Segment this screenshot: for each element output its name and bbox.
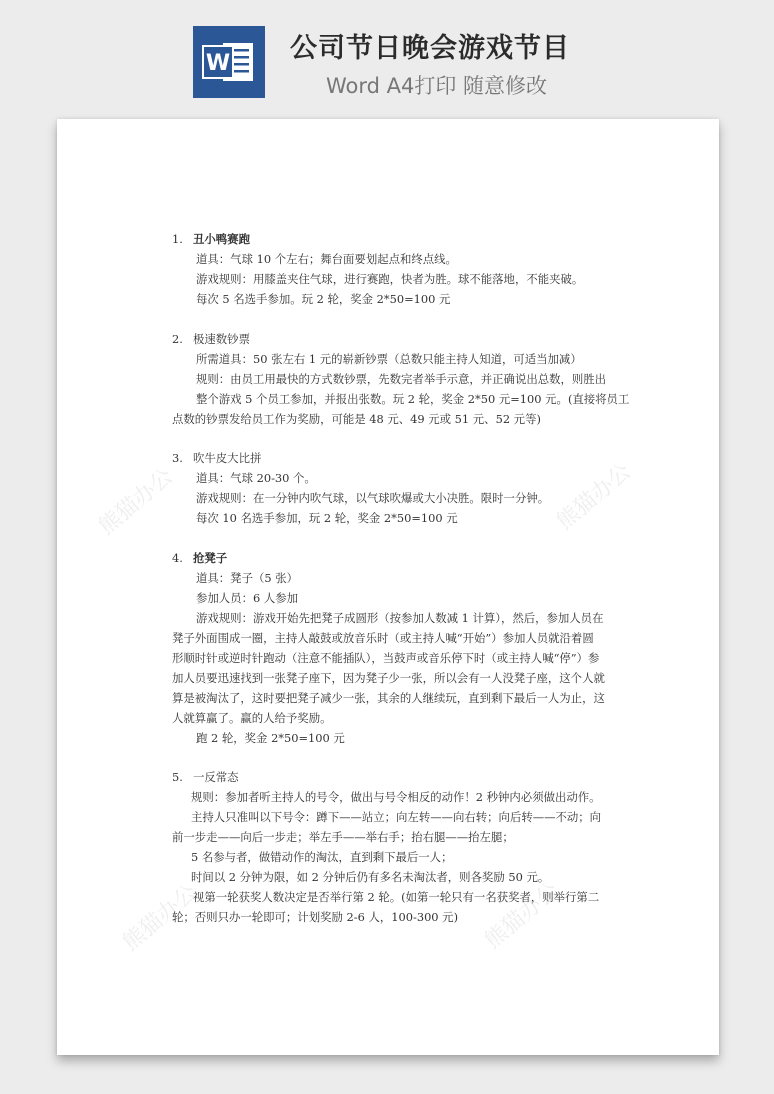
section-line: 整个游戏 5 个员工参加，并报出张数。玩 2 轮，奖金 2*50 元=100 元。(直接将员工 — [196, 391, 630, 406]
game-section — [115, 448, 615, 528]
game-section — [115, 329, 630, 429]
section-title: 极速数钞票 — [193, 331, 250, 346]
section-title: 丑小鸭赛跑 — [193, 232, 250, 246]
watermark: 熊猫办公 — [552, 459, 637, 535]
section-line: 所需道具：50 张左右 1 元的崭新钞票（总数只能主持人知道，可适当加减） — [196, 351, 582, 366]
section-number: 1. — [172, 232, 183, 246]
section-line: 5 名参与者，做错动作的淘汰，直到剩下最后一人； — [191, 850, 453, 864]
section-line: 道具：凳子（5 张） — [196, 570, 298, 585]
section-line: 形顺时针或逆时针跑动（注意不能插队），当鼓声或音乐停下时（或主持人喊“停”）参 — [172, 650, 600, 665]
section-line: 前一步走——向后一步走；举左手——举右手；抬右腿——抬左腿； — [172, 830, 514, 844]
watermark: 熊猫办公 — [94, 464, 179, 540]
section-heading — [115, 448, 615, 468]
section-number: 2. — [172, 331, 183, 346]
word-logo-letter: W — [205, 51, 231, 76]
section-number: 3. — [172, 451, 183, 465]
section-number: 4. — [172, 550, 183, 565]
section-line: 参加人员：6 人参加 — [196, 590, 298, 605]
section-line: 主持人只准叫以下号令：蹲下——站立；向左转——向右转；向后转——不动；向 — [191, 810, 602, 824]
game-section — [115, 767, 615, 927]
page-subtitle: Word A4打印 随意修改 — [326, 74, 548, 98]
section-line: 道具：气球 20-30 个。 — [196, 471, 316, 485]
section-heading — [115, 548, 615, 568]
section-line: 游戏规则：用膝盖夹住气球，进行赛跑，快者为胜。球不能落地，不能夹破。 — [196, 272, 584, 286]
section-line: 时间以 2 分钟为限，如 2 分钟后仍有多名未淘汰者，则各奖励 50 元。 — [191, 870, 550, 884]
section-title: 一反常态 — [193, 770, 239, 784]
watermark: 熊猫办公 — [480, 878, 565, 954]
section-line: 加人员要迅速找到一张凳子座下，因为凳子少一张，所以会有一人没凳子座，这个人就 — [172, 670, 605, 685]
section-line: 凳子外面围成一圈，主持人敲鼓或放音乐时（或主持人喊“开始”）参加人员就沿着圆 — [172, 630, 594, 645]
section-title: 吹牛皮大比拼 — [193, 451, 262, 465]
watermark: 熊猫办公 — [118, 880, 203, 956]
section-line: 游戏规则：在一分钟内吹气球，以气球吹爆或大小决胜。限时一分钟。 — [196, 491, 550, 505]
word-icon — [193, 26, 265, 98]
section-line: 人就算赢了。赢的人给予奖励。 — [172, 710, 332, 725]
section-line: 轮；否则只办一轮即可；计划奖励 2-6 人，100-300 元) — [172, 910, 459, 924]
page-title: 公司节日晚会游戏节目 — [290, 33, 570, 64]
document-body — [115, 229, 630, 947]
section-heading — [115, 229, 615, 249]
section-line: 算是被淘汰了，这时要把凳子减少一张，其余的人继续玩，直到剩下最后一人为止，这 — [172, 690, 605, 705]
game-section — [115, 229, 615, 309]
section-line: 跑 2 轮，奖金 2*50=100 元 — [196, 730, 345, 745]
section-heading — [115, 767, 615, 787]
section-line: 道具：气球 10 个左右；舞台面要划起点和终点线。 — [196, 252, 457, 266]
section-line: 游戏规则：游戏开始先把凳子成圆形（按参加人数减 1 计算），然后，参加人员在 — [196, 610, 604, 625]
section-title: 抢凳子 — [193, 550, 228, 565]
section-number: 5. — [172, 770, 183, 784]
section-line: 每次 5 名选手参加。玩 2 轮，奖金 2*50=100 元 — [196, 292, 451, 306]
game-section — [115, 548, 615, 748]
section-line: 视第一轮获奖人数决定是否举行第 2 轮。(如第一轮只有一名获奖者，则举行第二 — [193, 890, 600, 904]
section-line: 点数的钞票发给员工作为奖励，可能是 48 元、49 元或 51 元、52 元等) — [172, 411, 541, 426]
section-line: 规则：由员工用最快的方式数钞票，先数完者举手示意，并正确说出总数，则胜出 — [196, 371, 607, 386]
section-heading — [115, 329, 615, 349]
section-line: 每次 10 名选手参加，玩 2 轮，奖金 2*50=100 元 — [196, 511, 458, 525]
section-line: 规则：参加者听主持人的号令，做出与号令相反的动作！2 秒钟内必须做出动作。 — [191, 790, 601, 804]
page-header — [0, 0, 774, 110]
